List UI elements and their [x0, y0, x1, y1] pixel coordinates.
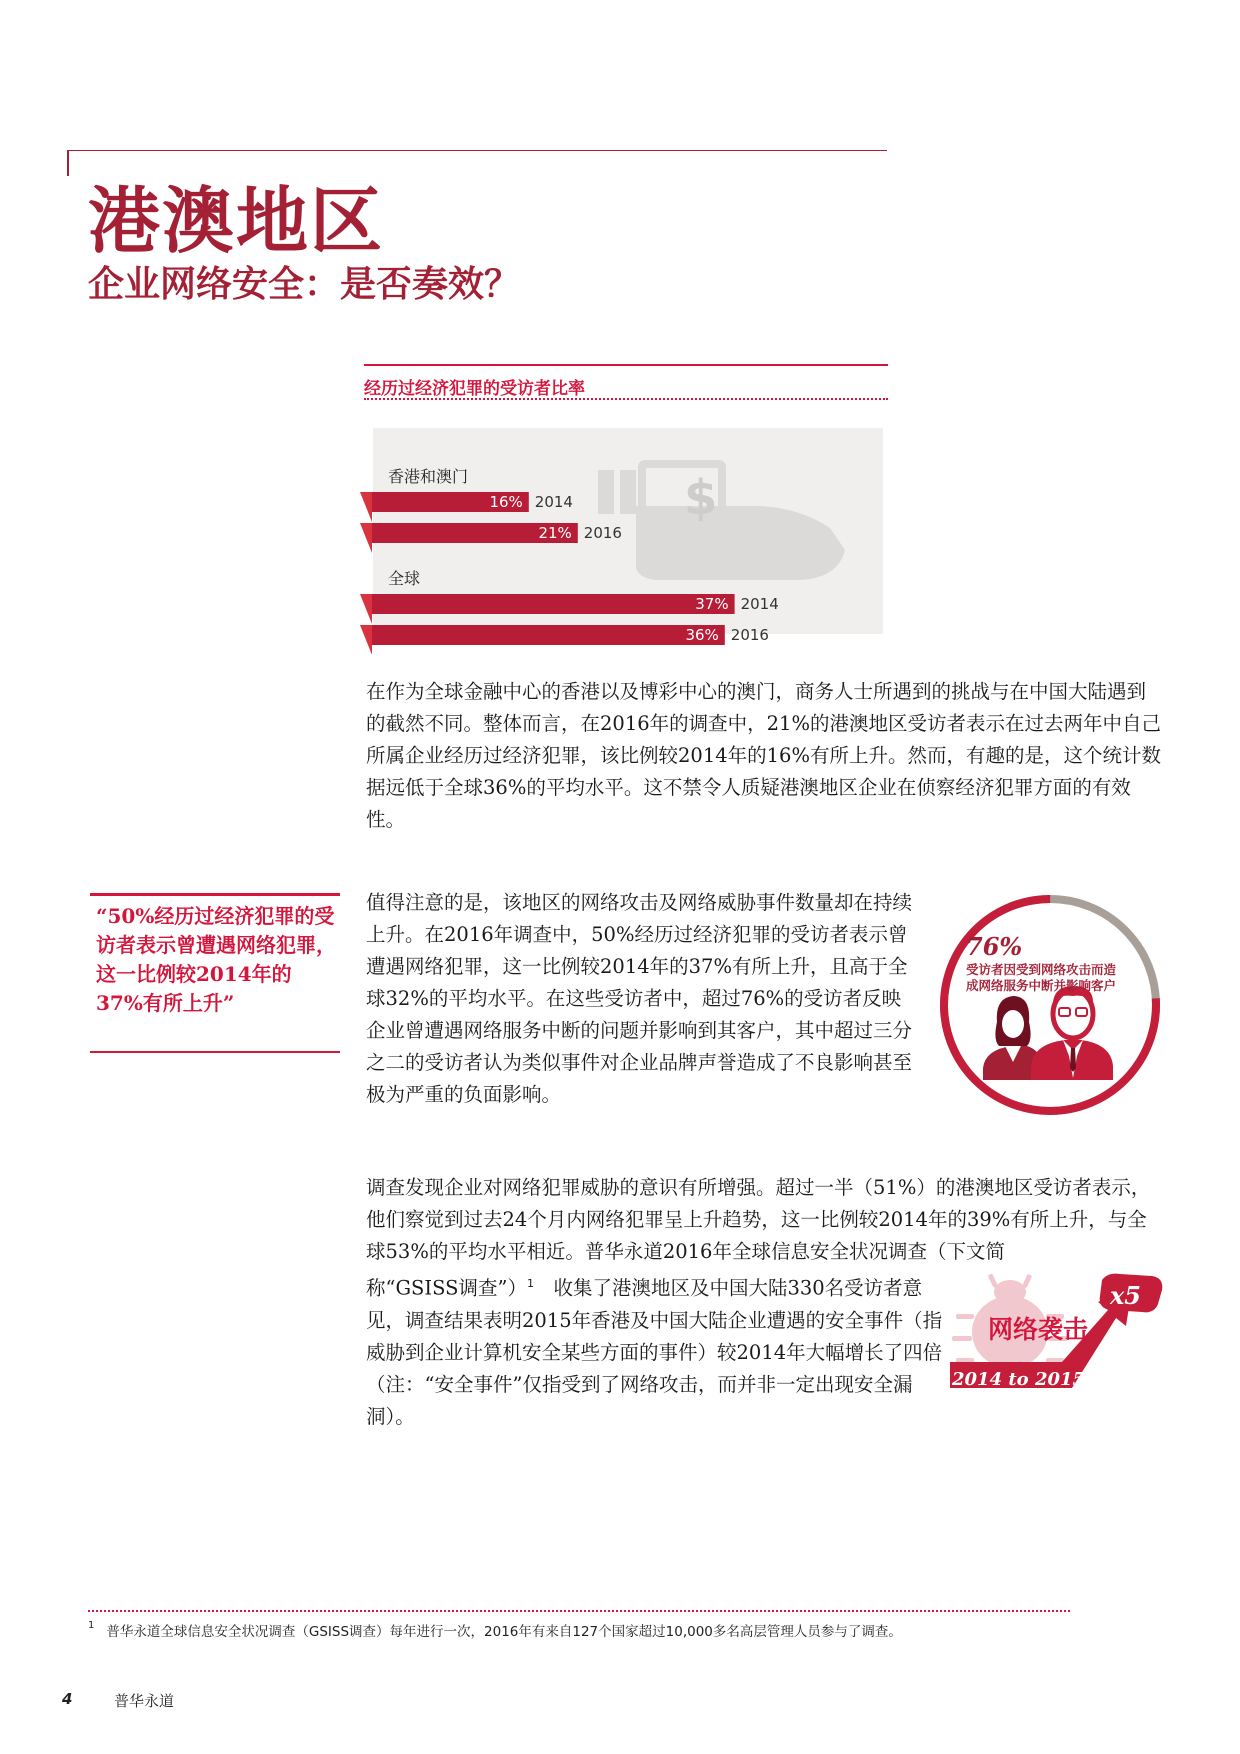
pull-quote-rule-bottom	[90, 1051, 340, 1053]
chart-group-label: 全球	[388, 569, 421, 588]
cash-hand-icon	[598, 464, 845, 580]
footnote	[88, 1620, 902, 1640]
chart-bar-year: 2014	[534, 493, 573, 511]
gsiss-detail: 收集了港澳地区及中国大陆330名受访者意见，调查结果表明2015年香港及中国大陆企业遭遇的安全事件（指威胁到企业计算机安全某些方面的事件）较2014年大幅增长了四倍（注：“安全事件”仅指受到了网络攻击，而并非一定出现安全漏洞）。	[366, 1276, 943, 1428]
attack-label: 网络袭击	[988, 1315, 1089, 1344]
people-icon	[983, 986, 1113, 1080]
cyber-impact-percent: 76%	[966, 932, 1023, 961]
chart-bar-value: 21%	[538, 524, 572, 542]
chart-bar-year: 2016	[730, 626, 769, 644]
pull-quote: “50%经历过经济犯罪的受访者表示曾遭遇网络犯罪，这一比例较2014年的37%有所上升”	[96, 904, 336, 1015]
footnote-marker: 1	[88, 1620, 95, 1631]
footer-firm-name: 普华永道	[114, 1692, 175, 1710]
dollar-icon: $	[684, 470, 718, 526]
chart-bar-fold	[360, 492, 372, 522]
footnote-rule	[88, 1610, 1070, 1612]
body-paragraph-1: 在作为全球金融中心的香港以及博彩中心的澳门，商务人士所遇到的挑战与在中国大陆遇到的截然不同。整体而言，在2016年的调查中，21%的港澳地区受访者表示在过去两年中自己所属企业经历过经济犯罪，该比例较2014年的16%有所上升。然而，有趣的是，这个统计数据远低于全球36%的平均水平。这不禁令人质疑港澳地区企业在侦察经济犯罪方面的有效性。	[366, 680, 1161, 831]
pull-quote-rule-top	[90, 893, 340, 896]
chart-group-label: 香港和澳门	[388, 467, 469, 486]
attack-multiplier: x5	[1110, 1281, 1142, 1310]
chart-bar-fold	[360, 523, 372, 553]
chart-bar	[372, 594, 735, 614]
body-paragraph-3: 调查发现企业对网络犯罪威胁的意识有所增强。超过一半（51%）的港澳地区受访者表示，他们察觉到过去24个月内网络犯罪呈上升趋势，这一比例较2014年的39%有所上升，与全球53%的平均水平相近。普华永道2016年全球信息安全状况调查（下文简	[366, 1176, 1151, 1263]
chart-bar-value: 37%	[695, 595, 729, 613]
cyber-impact-description: 受访者因受到网络攻击而造成网络服务中断并影响客户	[966, 962, 1117, 993]
chart-title: 经历过经济犯罪的受访者比率	[364, 379, 585, 399]
page-title: 港澳地区	[88, 178, 385, 263]
gsiss-intro: 称“GSISS调查”）	[366, 1276, 527, 1300]
chart-bar-year: 2016	[583, 524, 622, 542]
body-paragraph-3-continued	[366, 1268, 946, 1433]
page-number: 4	[62, 1690, 73, 1708]
chart-rule-top	[364, 364, 888, 366]
chart-bar	[372, 625, 725, 645]
chart-bar-fold	[360, 594, 372, 624]
bar-chart	[360, 428, 890, 654]
circle-infographic	[935, 890, 1165, 1120]
chart-bar-value: 16%	[489, 493, 523, 511]
header-rule	[67, 150, 887, 151]
body-paragraph-2: 值得注意的是，该地区的网络攻击及网络威胁事件数量却在持续上升。在2016年调查中，50%经历过经济犯罪的受访者表示曾遭遇网络犯罪，这一比例较2014年的37%有所上升，且高于全球32%的平均水平。在这些受访者中，超过76%的受访者反映企业曾遭遇网络服务中断的问题并影响到其客户，其中超过三分之二的受访者认为类似事件对企业品牌声誉造成了不良影响甚至极为严重的负面影响。	[366, 891, 913, 1106]
footnote-reference[interactable]: 1	[526, 1277, 534, 1290]
header-rule-tick	[67, 150, 69, 176]
footnote-text: 普华永道全球信息安全状况调查（GSISS调查）每年进行一次，2016年有来自127个国家超过10,000多名高层管理人员参与了调查。	[106, 1624, 902, 1640]
chart-rule-dotted	[364, 398, 888, 400]
page-subtitle: 企业网络安全：是否奏效？	[88, 263, 521, 305]
chart-bar-value: 36%	[685, 626, 719, 644]
chart-bar-fold	[360, 625, 372, 654]
attack-years: 2014 to 2015	[952, 1369, 1086, 1390]
chart-bar-year: 2014	[740, 595, 779, 613]
progress-ring-fill	[938, 893, 1163, 1118]
